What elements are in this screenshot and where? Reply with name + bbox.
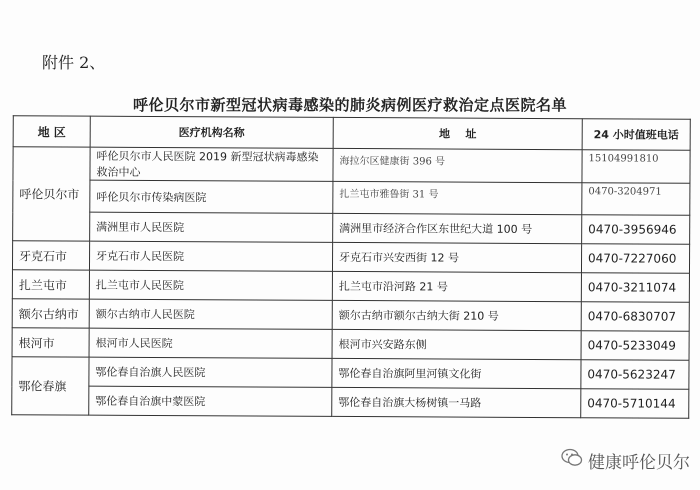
region-cell: 额尔古纳市: [12, 299, 89, 328]
address-cell: 额尔古纳市额尔古纳大街 210 号: [332, 300, 581, 330]
name-cell: 额尔古纳市人民医院: [89, 299, 332, 329]
address-cell: 扎兰屯市雅鲁街 31 号: [333, 181, 582, 214]
address-cell: 满洲里市经济合作区东世纪大道 100 号: [333, 213, 582, 243]
header-region: 地 区: [13, 116, 90, 147]
table-row: [12, 357, 689, 390]
name-cell: 鄂伦春自治旗中蒙医院: [89, 386, 332, 416]
phone-cell: 0470-3956946: [582, 215, 690, 245]
table-row: [13, 212, 690, 245]
name-cell: 根河市人民医院: [89, 328, 332, 358]
table-row: [13, 147, 690, 184]
header-phone: 24 小时值班电话: [582, 119, 690, 151]
watermark-text: 健康呼伦贝尔: [588, 453, 690, 473]
phone-cell: 15104991810: [582, 150, 690, 184]
phone-cell: 0470-3204971: [582, 183, 690, 216]
header-name: 医疗机构名称: [90, 116, 333, 148]
table-row: [12, 299, 689, 332]
address-cell: 扎兰屯市沿河路 21 号: [332, 271, 581, 301]
phone-cell: 0470-6830707: [581, 302, 689, 332]
region-cell: 扎兰屯市: [12, 270, 89, 299]
address-cell: 海拉尔区健康街 396 号: [333, 148, 582, 182]
table-row: [12, 270, 689, 303]
watermark: [561, 448, 690, 473]
name-cell: 鄂伦春自治旗人民医院: [89, 357, 332, 387]
table-header: [13, 116, 690, 151]
name-cell: 呼伦贝尔市传染病医院: [90, 180, 333, 213]
region-cell: 根河市: [12, 328, 89, 357]
annex-label: 附件 2、: [42, 53, 106, 72]
table-row: [12, 241, 689, 274]
phone-cell: 0470-7227060: [581, 244, 689, 274]
address-cell: 鄂伦春自治旗阿里河镇文化街: [332, 358, 581, 388]
address-cell: 鄂伦春自治旗大杨树镇一马路: [332, 387, 581, 417]
hospital-table: [11, 115, 691, 419]
phone-cell: 0470-5233049: [581, 331, 689, 361]
region-cell: 呼伦贝尔市: [13, 147, 90, 241]
phone-cell: 0470-3211074: [581, 273, 689, 303]
name-cell: 牙克石市人民医院: [89, 241, 332, 271]
document-title: 呼伦贝尔市新型冠状病毒感染的肺炎病例医疗救治定点医院名单: [132, 96, 567, 114]
name-cell: 呼伦贝尔市人民医院 2019 新型冠状病毒感染救治中心: [90, 147, 333, 181]
region-cell: 鄂伦春旗: [12, 357, 89, 415]
name-cell: 扎兰屯市人民医院: [89, 270, 332, 300]
address-cell: 根河市兴安路东侧: [332, 329, 581, 359]
table-row: [13, 180, 690, 216]
table-row: [12, 328, 689, 361]
region-cell: 牙克石市: [12, 241, 89, 270]
header-address: 地 址: [333, 117, 582, 149]
phone-cell: 0470-5710144: [581, 389, 689, 419]
name-cell: 满洲里市人民医院: [90, 212, 333, 242]
wechat-icon: [561, 448, 583, 473]
address-cell: 牙克石市兴安西街 12 号: [332, 242, 581, 272]
phone-cell: 0470-5623247: [581, 360, 689, 390]
table-row: [12, 386, 689, 419]
